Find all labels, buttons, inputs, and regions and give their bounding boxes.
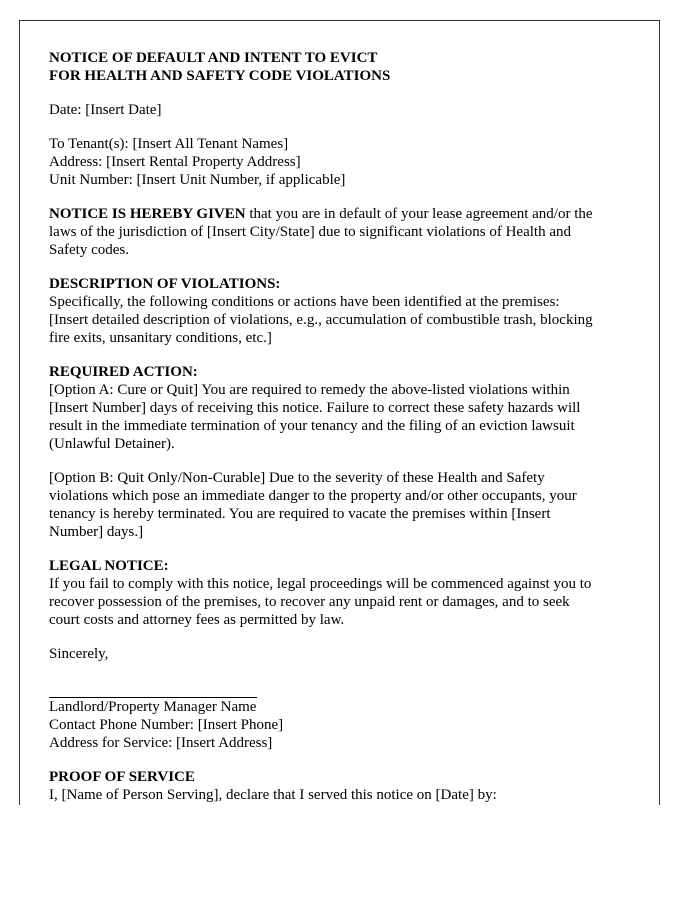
violations-line-2: [Insert detailed description of violations, e.g., accumulation of combustible trash, blocking [49,312,593,328]
violations-line-3: fire exits, unsanitary conditions, etc.] [49,330,272,346]
legal-heading: LEGAL NOTICE: [49,558,169,574]
closing-paragraph [49,645,639,663]
violations-heading: DESCRIPTION OF VIOLATIONS: [49,276,281,292]
notice-line-1-rest: that you are in default of your lease agreement and/or the [245,206,593,222]
option-a-line-1: [Option A: Cure or Quit] You are required to remedy the above-listed violations within [49,382,570,398]
option-a-line-3: result in the immediate termination of your tenancy and the filing of an eviction lawsuit [49,418,575,434]
proof-heading: PROOF OF SERVICE [49,769,195,785]
option-a-line-2: [Insert Number] days of receiving this notice. Failure to correct these safety hazards will [49,400,581,416]
address-line: Address: [Insert Rental Property Address] [49,154,301,170]
tenant-line: To Tenant(s): [Insert All Tenant Names] [49,136,289,152]
option-a-line-4: (Unlawful Detainer). [49,436,175,452]
signer-name: Landlord/Property Manager Name [49,699,257,715]
document-content [49,49,639,805]
option-b-line-2: violations which pose an immediate danger to the property and/or other occupants, your [49,488,577,504]
legal-line-2: recover possession of the premises, to recover any unpaid rent or damages, and to seek [49,594,570,610]
notice-line-1 [49,205,639,223]
closing: Sincerely, [49,646,109,662]
document-page [19,20,660,805]
option-b-line-1: [Option B: Quit Only/Non-Curable] Due to the severity of these Health and Safety [49,470,545,486]
legal-line-1: If you fail to comply with this notice, legal proceedings will be commenced against you to [49,576,592,592]
signer-phone: Contact Phone Number: [Insert Phone] [49,717,284,733]
title-line-2: FOR HEALTH AND SAFETY CODE VIOLATIONS [49,68,391,84]
violations-line-1: Specifically, the following conditions or actions have been identified at the premises: [49,294,560,310]
proof-line-1: I, [Name of Person Serving], declare that I served this notice on [Date] by: [49,787,497,803]
signer-address: Address for Service: [Insert Address] [49,735,273,751]
option-b-paragraph [49,469,639,541]
date-paragraph [49,101,639,119]
notice-lead: NOTICE IS HEREBY GIVEN [49,206,246,222]
violations-section [49,275,639,347]
action-heading: REQUIRED ACTION: [49,364,198,380]
title-line-1: NOTICE OF DEFAULT AND INTENT TO EVICT [49,50,378,66]
legal-line-3: court costs and attorney fees as permitted by law. [49,612,345,628]
notice-line-3: Safety codes. [49,242,129,258]
document-title [49,49,639,85]
signature-spacer [49,663,639,679]
notice-paragraph [49,205,639,259]
option-b-line-4: Number] days.] [49,524,144,540]
notice-line-2: laws of the jurisdiction of [Insert City/State] due to significant violations of Health and [49,224,571,240]
proof-of-service-section [49,768,639,804]
recipient-block [49,135,639,189]
legal-notice-section [49,557,639,629]
date-line: Date: [Insert Date] [49,102,162,118]
option-b-line-3: tenancy is hereby terminated. You are required to vacate the premises within [Insert [49,506,551,522]
required-action-section [49,363,639,453]
unit-line: Unit Number: [Insert Unit Number, if applicable] [49,172,346,188]
signer-block [49,698,639,752]
